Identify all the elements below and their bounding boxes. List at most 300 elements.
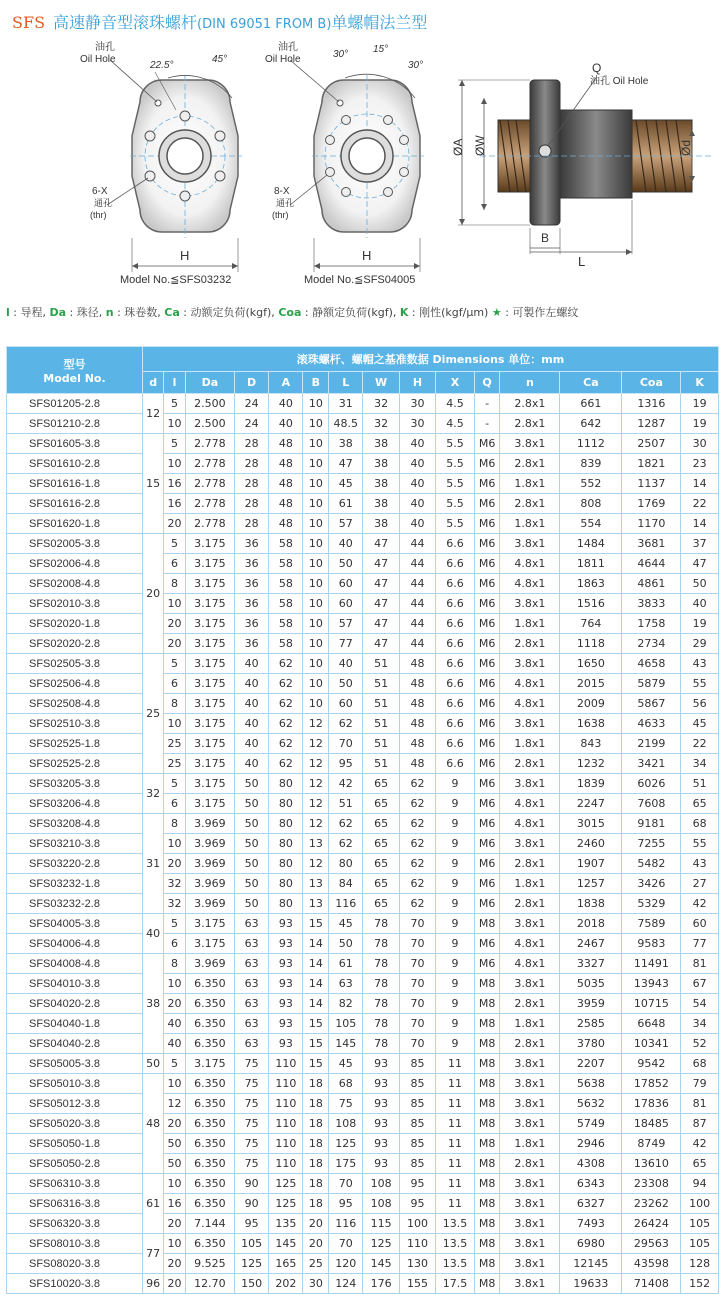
table-cell: 1257 <box>560 874 622 894</box>
table-cell: 9.525 <box>185 1254 234 1274</box>
table-cell: 78 <box>363 934 399 954</box>
table-cell: 16 <box>164 1194 185 1214</box>
table-cell: M6 <box>474 894 500 914</box>
table-cell: 3959 <box>560 994 622 1014</box>
table-row <box>7 1094 719 1114</box>
table-cell: 15 <box>303 1054 329 1074</box>
table-cell: 62 <box>399 834 435 854</box>
table-cell: 3426 <box>622 874 681 894</box>
table-cell: 2467 <box>560 934 622 954</box>
table-cell: 3.175 <box>185 714 234 734</box>
table-cell: 10 <box>164 594 185 614</box>
table-cell: 3.8x1 <box>500 774 560 794</box>
table-cell: 202 <box>269 1274 303 1294</box>
table-cell: 6.6 <box>436 654 475 674</box>
table-cell: 152 <box>681 1274 719 1294</box>
table-cell: 47 <box>363 574 399 594</box>
table-cell: 79 <box>681 1074 719 1094</box>
table-cell: 1.8x1 <box>500 1134 560 1154</box>
table-cell: 2734 <box>622 634 681 654</box>
table-cell: 4.8x1 <box>500 674 560 694</box>
table-cell: 5.5 <box>436 474 475 494</box>
table-cell: 14 <box>681 514 719 534</box>
table-cell: 6.6 <box>436 534 475 554</box>
table-cell: 93 <box>269 1034 303 1054</box>
table-cell: 3.175 <box>185 674 234 694</box>
table-cell: 764 <box>560 614 622 634</box>
table-cell: 6.6 <box>436 614 475 634</box>
shaft-diameter-cell: 96 <box>142 1274 163 1294</box>
table-cell: 51 <box>329 794 363 814</box>
table-cell: 2585 <box>560 1014 622 1034</box>
table-cell: 3.175 <box>185 774 234 794</box>
table-cell: 8 <box>164 574 185 594</box>
table-cell: 1232 <box>560 754 622 774</box>
table-cell: 6.350 <box>185 1174 234 1194</box>
table-cell: M6 <box>474 694 500 714</box>
table-cell: M6 <box>474 954 500 974</box>
legend-key: K <box>399 306 409 319</box>
q-label: Q <box>592 61 602 75</box>
table-cell: 3.8x1 <box>500 594 560 614</box>
model-header-cn: 型号 <box>63 357 86 371</box>
table-cell: 63 <box>234 954 268 974</box>
table-cell: 145 <box>329 1034 363 1054</box>
table-row <box>7 914 719 934</box>
table-row <box>7 674 719 694</box>
table-cell: 32 <box>164 894 185 914</box>
table-cell: 65 <box>681 1154 719 1174</box>
table-cell: 6.6 <box>436 594 475 614</box>
table-cell: 6.350 <box>185 974 234 994</box>
table-cell: 9 <box>436 954 475 974</box>
table-cell: 7255 <box>622 834 681 854</box>
angle-30-label-b: 30° <box>408 60 424 71</box>
table-cell: 40 <box>399 434 435 454</box>
table-cell: 10 <box>303 434 329 454</box>
table-cell: 3833 <box>622 594 681 614</box>
table-cell: 4.8x1 <box>500 554 560 574</box>
table-cell: M6 <box>474 634 500 654</box>
table-cell: 40 <box>399 474 435 494</box>
table-cell: 105 <box>681 1234 719 1254</box>
table-cell: 50 <box>681 574 719 594</box>
table-cell: - <box>474 414 500 434</box>
table-cell: 1650 <box>560 654 622 674</box>
table-cell: 9 <box>436 774 475 794</box>
table-cell: 3.8x1 <box>500 914 560 934</box>
table-cell: 4.8x1 <box>500 574 560 594</box>
table-cell: 23 <box>681 454 719 474</box>
table-cell: M8 <box>474 1074 500 1094</box>
table-cell: 10 <box>303 634 329 654</box>
table-row <box>7 494 719 514</box>
table-cell: 48 <box>269 494 303 514</box>
model-number-cell: SFS05005-3.8 <box>7 1054 143 1074</box>
table-cell: 5035 <box>560 974 622 994</box>
table-cell: M8 <box>474 1234 500 1254</box>
oil-hole-cn-label-left: 油孔 <box>95 42 115 53</box>
legend-key: l <box>6 306 10 319</box>
table-cell: 1638 <box>560 714 622 734</box>
table-row <box>7 1274 719 1294</box>
legend-desc: 静额定负荷(kgf), <box>312 306 397 319</box>
table-cell: M6 <box>474 534 500 554</box>
table-cell: 15 <box>303 1034 329 1054</box>
table-cell: 9 <box>436 974 475 994</box>
table-cell: 93 <box>269 934 303 954</box>
table-cell: 13610 <box>622 1154 681 1174</box>
table-cell: 32 <box>164 874 185 894</box>
table-cell: 105 <box>681 1214 719 1234</box>
table-cell: 78 <box>363 954 399 974</box>
table-cell: 13943 <box>622 974 681 994</box>
table-cell: 40 <box>399 494 435 514</box>
table-cell: 13 <box>303 834 329 854</box>
table-cell: 44 <box>399 574 435 594</box>
table-cell: 2.778 <box>185 434 234 454</box>
table-cell: 6.350 <box>185 1094 234 1114</box>
flange-front-view-6-hole <box>80 40 242 286</box>
table-row <box>7 1134 719 1154</box>
table-cell: 50 <box>234 814 268 834</box>
shaft-diameter-cell: 31 <box>142 814 163 914</box>
table-cell: 71408 <box>622 1274 681 1294</box>
table-cell: 6.6 <box>436 574 475 594</box>
table-cell: 108 <box>363 1174 399 1194</box>
table-cell: 48 <box>399 714 435 734</box>
legend-key: Da <box>49 306 67 319</box>
table-row <box>7 894 719 914</box>
table-cell: 6327 <box>560 1194 622 1214</box>
table-cell: 12 <box>303 714 329 734</box>
table-cell: 30 <box>303 1274 329 1294</box>
table-cell: 5.5 <box>436 494 475 514</box>
table-cell: 20 <box>164 1254 185 1274</box>
table-cell: 3.8x1 <box>500 654 560 674</box>
table-cell: 145 <box>269 1234 303 1254</box>
table-cell: M6 <box>474 934 500 954</box>
table-cell: 5 <box>164 774 185 794</box>
table-cell: 105 <box>234 1234 268 1254</box>
table-row <box>7 514 719 534</box>
table-cell: 1769 <box>622 494 681 514</box>
table-cell: 2247 <box>560 794 622 814</box>
table-cell: 3681 <box>622 534 681 554</box>
table-cell: 155 <box>399 1274 435 1294</box>
table-row <box>7 1074 719 1094</box>
table-cell: M8 <box>474 1034 500 1054</box>
table-cell: 78 <box>363 994 399 1014</box>
table-cell: 1839 <box>560 774 622 794</box>
table-cell: 7493 <box>560 1214 622 1234</box>
table-row <box>7 1194 719 1214</box>
table-cell: 62 <box>269 654 303 674</box>
through-hole-en-label-middle: (thr) <box>272 210 289 220</box>
table-cell: 45 <box>329 474 363 494</box>
table-cell: 50 <box>164 1134 185 1154</box>
table-cell: 85 <box>399 1054 435 1074</box>
table-cell: 9 <box>436 894 475 914</box>
b-dimension-label: B <box>541 231 550 245</box>
table-cell: 20 <box>303 1234 329 1254</box>
table-cell: M6 <box>474 674 500 694</box>
table-cell: 28 <box>234 454 268 474</box>
column-header-d: D <box>234 372 268 394</box>
table-cell: 12 <box>164 1094 185 1114</box>
table-cell: 27 <box>681 874 719 894</box>
table-cell: 43 <box>681 654 719 674</box>
table-cell: 5638 <box>560 1074 622 1094</box>
table-cell: 3.8x1 <box>500 434 560 454</box>
title-brand: SFS <box>12 13 46 32</box>
table-cell: 3.8x1 <box>500 1054 560 1074</box>
table-cell: 6 <box>164 794 185 814</box>
table-cell: 5482 <box>622 854 681 874</box>
table-cell: 62 <box>399 894 435 914</box>
table-cell: 54 <box>681 994 719 1014</box>
table-cell: M6 <box>474 514 500 534</box>
table-cell: 11 <box>436 1154 475 1174</box>
table-cell: 11 <box>436 1114 475 1134</box>
table-cell: M6 <box>474 574 500 594</box>
table-cell: 65 <box>363 894 399 914</box>
table-cell: 47 <box>329 454 363 474</box>
model-number-cell: SFS04005-3.8 <box>7 914 143 934</box>
table-row <box>7 694 719 714</box>
table-cell: 38 <box>363 494 399 514</box>
table-cell: 1287 <box>622 414 681 434</box>
column-header-d: d <box>142 372 163 394</box>
shaft-diameter-cell: 32 <box>142 774 163 814</box>
table-cell: 3.175 <box>185 614 234 634</box>
column-header-n: n <box>500 372 560 394</box>
legend-desc: 动额定负荷(kgf), <box>190 306 275 319</box>
table-cell: 145 <box>363 1254 399 1274</box>
angle-22-5-label: 22.5° <box>150 60 174 71</box>
table-cell: 3780 <box>560 1034 622 1054</box>
table-cell: 19 <box>681 394 719 414</box>
table-cell: M8 <box>474 1114 500 1134</box>
legend-star-desc: 可製作左螺纹 <box>512 306 579 319</box>
table-cell: 30 <box>681 434 719 454</box>
title-din: (DIN 69051 FROM B) <box>197 17 332 32</box>
table-cell: 47 <box>681 554 719 574</box>
table-row <box>7 1014 719 1034</box>
column-header-a: A <box>269 372 303 394</box>
model-number-cell: SFS02020-1.8 <box>7 614 143 634</box>
table-cell: M8 <box>474 994 500 1014</box>
column-header-w: W <box>363 372 399 394</box>
table-cell: 70 <box>399 994 435 1014</box>
table-cell: 7608 <box>622 794 681 814</box>
table-cell: 2946 <box>560 1134 622 1154</box>
shaft-diameter-cell: 20 <box>142 534 163 654</box>
table-cell: 51 <box>363 674 399 694</box>
table-cell: 14 <box>303 934 329 954</box>
table-row <box>7 1114 719 1134</box>
model-number-cell: SFS03205-3.8 <box>7 774 143 794</box>
table-cell: 58 <box>269 534 303 554</box>
table-cell: 31 <box>329 394 363 414</box>
table-cell: 6.6 <box>436 674 475 694</box>
table-cell: 125 <box>363 1234 399 1254</box>
table-cell: 18 <box>303 1174 329 1194</box>
table-cell: 10 <box>303 654 329 674</box>
table-cell: 78 <box>363 1034 399 1054</box>
table-cell: M6 <box>474 474 500 494</box>
table-cell: M6 <box>474 814 500 834</box>
table-cell: 47 <box>363 594 399 614</box>
table-cell: 40 <box>269 394 303 414</box>
table-cell: 36 <box>234 634 268 654</box>
table-cell: 5879 <box>622 674 681 694</box>
table-cell: 75 <box>234 1094 268 1114</box>
table-cell: 10 <box>303 454 329 474</box>
model-number-cell: SFS01616-1.8 <box>7 474 143 494</box>
technical-drawings <box>0 40 720 290</box>
model-number-cell: SFS02006-4.8 <box>7 554 143 574</box>
table-cell: M8 <box>474 1194 500 1214</box>
table-cell: M6 <box>474 854 500 874</box>
table-cell: 11 <box>436 1074 475 1094</box>
table-row <box>7 1174 719 1194</box>
table-cell: 85 <box>399 1094 435 1114</box>
table-row <box>7 614 719 634</box>
table-cell: 3.175 <box>185 554 234 574</box>
spec-table-body <box>7 394 719 1294</box>
table-cell: 19 <box>681 614 719 634</box>
table-cell: 70 <box>399 974 435 994</box>
table-cell: 9 <box>436 854 475 874</box>
column-header-l: l <box>164 372 185 394</box>
table-cell: 63 <box>234 974 268 994</box>
table-cell: M6 <box>474 734 500 754</box>
shaft-diameter-cell: 61 <box>142 1174 163 1234</box>
table-cell: 3.175 <box>185 534 234 554</box>
table-cell: 28 <box>234 494 268 514</box>
table-cell: 62 <box>399 874 435 894</box>
model-number-cell: SFS04008-4.8 <box>7 954 143 974</box>
table-cell: 47 <box>363 634 399 654</box>
dimensions-group-header: 滚珠螺杆、螺帽之基准数据 Dimensions 单位：mm <box>142 347 718 372</box>
table-cell: 19 <box>681 414 719 434</box>
h-dimension-label-left: H <box>180 248 190 263</box>
table-cell: 10 <box>303 574 329 594</box>
model-number-cell: SFS01616-2.8 <box>7 494 143 514</box>
table-cell: 22 <box>681 734 719 754</box>
table-cell: 3.969 <box>185 954 234 974</box>
table-cell: 36 <box>234 594 268 614</box>
table-cell: 51 <box>363 654 399 674</box>
table-cell: 90 <box>234 1194 268 1214</box>
shaft-diameter-cell: 50 <box>142 1054 163 1074</box>
table-cell: 6.350 <box>185 1014 234 1034</box>
table-cell: 80 <box>269 794 303 814</box>
table-row <box>7 774 719 794</box>
table-cell: 150 <box>234 1274 268 1294</box>
left-thread-star-icon: ★ <box>491 306 502 319</box>
table-cell: 2507 <box>622 434 681 454</box>
table-cell: 93 <box>269 1014 303 1034</box>
table-cell: 116 <box>329 1214 363 1234</box>
table-cell: 68 <box>329 1074 363 1094</box>
table-cell: 23308 <box>622 1174 681 1194</box>
table-cell: 10 <box>303 414 329 434</box>
model-number-cell: SFS08020-3.8 <box>7 1254 143 1274</box>
table-cell: 135 <box>269 1214 303 1234</box>
model-number-cell: SFS04010-3.8 <box>7 974 143 994</box>
table-cell: 62 <box>329 814 363 834</box>
table-cell: 5 <box>164 1054 185 1074</box>
table-cell: 3.8x1 <box>500 1194 560 1214</box>
table-cell: 2.500 <box>185 394 234 414</box>
table-cell: 93 <box>363 1114 399 1134</box>
table-cell: 1316 <box>622 394 681 414</box>
table-cell: 61 <box>329 954 363 974</box>
table-row <box>7 454 719 474</box>
table-cell: 60 <box>329 574 363 594</box>
table-cell: 1.8x1 <box>500 874 560 894</box>
table-row <box>7 794 719 814</box>
table-row <box>7 534 719 554</box>
table-cell: 50 <box>234 854 268 874</box>
table-row <box>7 394 719 414</box>
h-dimension-label-middle: H <box>362 248 372 263</box>
table-cell: 12 <box>303 794 329 814</box>
table-cell: 14 <box>681 474 719 494</box>
table-cell: 40 <box>234 694 268 714</box>
table-row <box>7 654 719 674</box>
model-number-cell: SFS02506-4.8 <box>7 674 143 694</box>
table-cell: 62 <box>399 814 435 834</box>
table-row <box>7 954 719 974</box>
table-cell: 93 <box>363 1134 399 1154</box>
table-row <box>7 434 719 454</box>
table-cell: 23262 <box>622 1194 681 1214</box>
table-cell: 18 <box>303 1094 329 1114</box>
table-cell: 82 <box>329 994 363 1014</box>
table-cell: 1170 <box>622 514 681 534</box>
table-cell: 22 <box>681 494 719 514</box>
table-cell: 110 <box>269 1094 303 1114</box>
title-tail: 单螺帽法兰型 <box>331 13 428 32</box>
table-cell: 50 <box>164 1154 185 1174</box>
table-cell: 3.969 <box>185 854 234 874</box>
oil-hole-en-label-middle: Oil Hole <box>265 54 301 65</box>
model-number-cell: SFS02005-3.8 <box>7 534 143 554</box>
table-cell: 5749 <box>560 1114 622 1134</box>
table-cell: 10 <box>303 534 329 554</box>
model-number-cell: SFS04020-2.8 <box>7 994 143 1014</box>
table-cell: M6 <box>474 834 500 854</box>
legend-desc: 刚性(kgf/μm) <box>419 306 489 319</box>
table-cell: 11 <box>436 1134 475 1154</box>
table-cell: 25 <box>164 754 185 774</box>
table-cell: 7589 <box>622 914 681 934</box>
table-cell: 125 <box>269 1194 303 1214</box>
table-cell: 6.6 <box>436 554 475 574</box>
table-row <box>7 854 719 874</box>
table-cell: 58 <box>269 614 303 634</box>
table-cell: 16 <box>164 474 185 494</box>
table-cell: 2.8x1 <box>500 754 560 774</box>
table-cell: M8 <box>474 1014 500 1034</box>
table-cell: 20 <box>164 994 185 1014</box>
table-cell: 15 <box>303 1014 329 1034</box>
table-cell: 3.8x1 <box>500 1234 560 1254</box>
table-cell: 29 <box>681 634 719 654</box>
